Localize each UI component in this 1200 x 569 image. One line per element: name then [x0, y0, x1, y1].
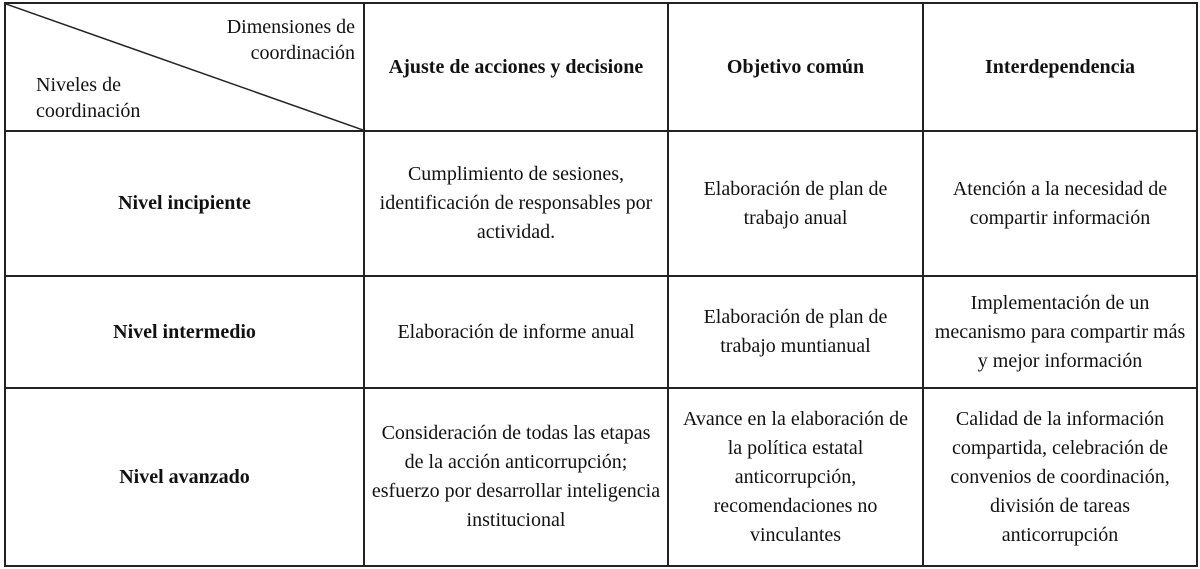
- corner-cell: [5, 3, 364, 131]
- table-cell: Implementación de un mecanismo para compartir más y mejor información: [923, 276, 1197, 388]
- table-row: [5, 388, 1197, 566]
- row-header-intermedio: Nivel intermedio: [5, 276, 364, 388]
- table-cell: Atención a la necesidad de compartir información: [923, 131, 1197, 276]
- table-cell: Consideración de todas las etapas de la acción anticorrupción; esfuerzo por desarrollar inteligencia institucional: [364, 388, 668, 566]
- corner-column-axis-label: Dimensiones de coordinación: [226, 16, 355, 64]
- table-cell: Calidad de la información compartida, celebración de convenios de coordinación, división de tareas anticorrupción: [923, 388, 1197, 566]
- header-row: [5, 3, 1197, 131]
- table-cell: Elaboración de plan de trabajo muntianual: [668, 276, 923, 388]
- row-header-avanzado: Nivel avanzado: [5, 388, 364, 566]
- column-header-ajuste: Ajuste de acciones y decisione: [364, 3, 668, 131]
- column-header-interdependencia: Interdependencia: [923, 3, 1197, 131]
- table-row: [5, 276, 1197, 388]
- row-header-incipiente: Nivel incipiente: [5, 131, 364, 276]
- column-header-objetivo: Objetivo común: [668, 3, 923, 131]
- table-cell: Elaboración de informe anual: [364, 276, 668, 388]
- corner-row-axis-label: Niveles de coordinación: [36, 74, 141, 122]
- table-row: [5, 131, 1197, 276]
- coordination-levels-table: [4, 2, 1198, 567]
- table-cell: Avance en la elaboración de la política estatal anticorrupción, recomendaciones no vinculantes: [668, 388, 923, 566]
- table-cell: Elaboración de plan de trabajo anual: [668, 131, 923, 276]
- table-cell: Cumplimiento de sesiones, identificación de responsables por actividad.: [364, 131, 668, 276]
